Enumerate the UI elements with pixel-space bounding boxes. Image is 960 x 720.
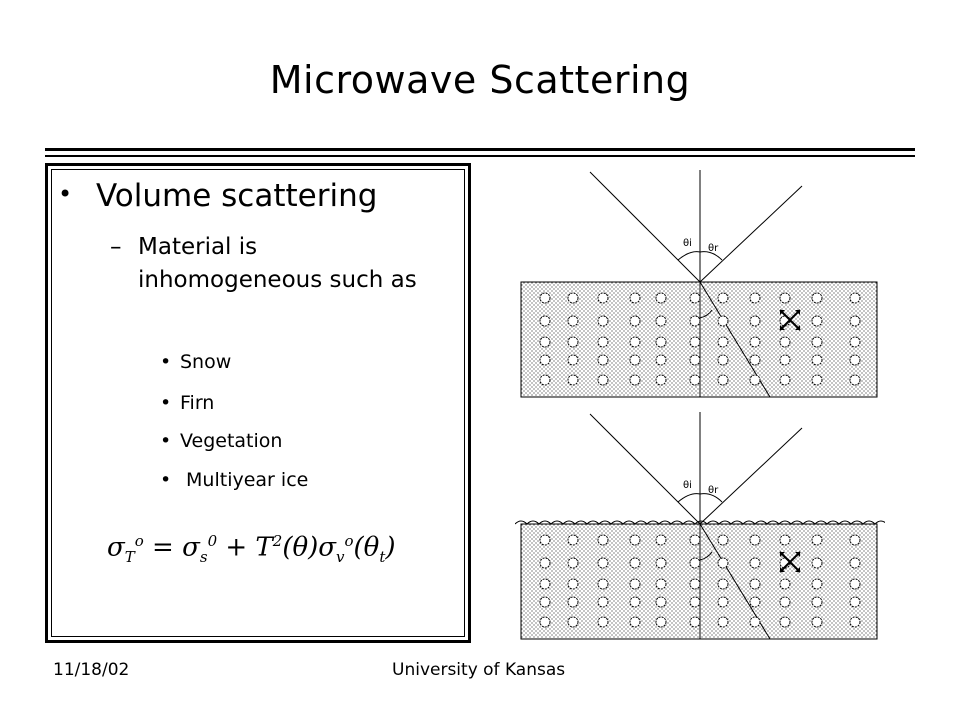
scatterer-particle (568, 579, 578, 589)
title-divider-bottom (45, 155, 915, 157)
scatterer-particle (812, 579, 822, 589)
scatterer-particle (630, 535, 640, 545)
scatterer-particle (540, 617, 550, 627)
scatterer-particle (568, 316, 578, 326)
scatterer-particle (568, 293, 578, 303)
scatterer-particle (718, 293, 728, 303)
scatterer-particle (656, 617, 666, 627)
scatterer-particle (690, 558, 700, 568)
slide-title: Microwave Scattering (269, 58, 691, 102)
scatterer-particle (656, 316, 666, 326)
incident-ray (590, 172, 700, 282)
scatterer-particle (540, 597, 550, 607)
scatterer-particle (690, 337, 700, 347)
scatterer-particle (718, 375, 728, 385)
bullet-dot-icon: • (160, 469, 172, 491)
scatterer-particle (750, 293, 760, 303)
scatterer-particle (630, 579, 640, 589)
scatterer-particle (630, 293, 640, 303)
angle-arc-incident (678, 252, 700, 260)
scatterer-particle (850, 597, 860, 607)
scatterer-particle (780, 535, 790, 545)
scatterer-particle (656, 337, 666, 347)
scatterer-particle (718, 558, 728, 568)
scatterer-particle (568, 597, 578, 607)
scatterer-particle (780, 337, 790, 347)
angle-label-reflected-bottom: θr (708, 485, 719, 496)
bullet-dot-icon: • (160, 430, 172, 452)
scatterer-particle (568, 337, 578, 347)
scatterer-particle (750, 579, 760, 589)
scatterer-particle (850, 355, 860, 365)
scatterer-particle (690, 617, 700, 627)
scatterer-particle (780, 617, 790, 627)
bullet-dot-icon: • (58, 180, 73, 208)
scatterer-particle (780, 375, 790, 385)
scatterer-particle (780, 579, 790, 589)
scatterer-particle (568, 355, 578, 365)
scatterer-particle (690, 597, 700, 607)
scatterer-particle (690, 535, 700, 545)
scatterer-particle (656, 375, 666, 385)
scatterer-particle (630, 597, 640, 607)
scatterer-particle (750, 316, 760, 326)
scatterer-particle (630, 316, 640, 326)
scatterer-particle (850, 535, 860, 545)
scatterer-particle (812, 558, 822, 568)
scatterer-particle (598, 597, 608, 607)
angle-label-incident-bottom: θi (683, 480, 692, 491)
scatterer-particle (568, 375, 578, 385)
scatterer-particle (598, 617, 608, 627)
incident-ray (590, 414, 700, 524)
scatterer-particle (630, 617, 640, 627)
scatterer-particle (718, 535, 728, 545)
angle-arc-incident (678, 494, 700, 502)
scatterer-particle (750, 597, 760, 607)
scatterer-particle (812, 316, 822, 326)
scatterer-particle (812, 337, 822, 347)
scatterer-particle (690, 316, 700, 326)
scatterer-particle (718, 355, 728, 365)
scatterer-particle (630, 355, 640, 365)
scatterer-particle (568, 558, 578, 568)
scatterer-particle (850, 617, 860, 627)
dash-icon: – (110, 234, 122, 260)
scatterer-particle (850, 337, 860, 347)
scatterer-particle (718, 597, 728, 607)
scatterer-particle (598, 579, 608, 589)
scatterer-particle (812, 375, 822, 385)
scatterer-particle (812, 293, 822, 303)
scatterer-particle (780, 293, 790, 303)
scatterer-particle (812, 617, 822, 627)
scatterer-particle (750, 617, 760, 627)
scatterer-particle (540, 375, 550, 385)
scatterer-particle (780, 355, 790, 365)
reflected-ray (700, 186, 802, 282)
bullet-dot-icon: • (160, 351, 172, 373)
scatterer-particle (598, 558, 608, 568)
scatterer-particle (850, 293, 860, 303)
scatterer-particle (656, 579, 666, 589)
scatterer-particle (656, 293, 666, 303)
scatterer-particle (540, 355, 550, 365)
sub-bullet-text: Material is inhomogeneous such as (138, 234, 417, 293)
scatterer-particle (540, 316, 550, 326)
angle-label-incident-top: θi (683, 238, 692, 249)
scatterer-particle (718, 579, 728, 589)
scatterer-particle (718, 316, 728, 326)
scatterer-particle (812, 597, 822, 607)
scatterer-particle (630, 375, 640, 385)
angle-label-reflected-top: θr (708, 243, 719, 254)
scatterer-particle (598, 337, 608, 347)
reflected-ray (700, 428, 802, 524)
scatterer-particle (850, 558, 860, 568)
scatterer-particle (598, 375, 608, 385)
scatterer-particle (598, 316, 608, 326)
scatterer-particle (690, 293, 700, 303)
scatterer-particle (750, 375, 760, 385)
scatterer-particle (690, 375, 700, 385)
scatterer-particle (598, 535, 608, 545)
scatterer-particle (850, 579, 860, 589)
bullet-dot-icon: • (160, 392, 172, 414)
scatterer-particle (568, 535, 578, 545)
volume-scattering-diagram (515, 170, 885, 640)
scatterer-particle (718, 337, 728, 347)
scatterer-particle (850, 316, 860, 326)
scatterer-particle (750, 337, 760, 347)
scatterer-particle (540, 293, 550, 303)
scatterer-particle (540, 579, 550, 589)
scatterer-particle (598, 355, 608, 365)
scatterer-particle (812, 355, 822, 365)
scatterer-particle (850, 375, 860, 385)
scatterer-particle (540, 337, 550, 347)
scatterer-particle (690, 355, 700, 365)
scatterer-particle (656, 355, 666, 365)
scatterer-particle (656, 535, 666, 545)
bullet-main-text: Volume scattering (96, 178, 378, 214)
title-divider-top (45, 148, 915, 151)
scatterer-particle (656, 558, 666, 568)
footer-organization: University of Kansas (392, 660, 566, 680)
scatterer-particle (568, 617, 578, 627)
scatterer-particle (750, 558, 760, 568)
scatterer-particle (540, 558, 550, 568)
scatterer-particle (690, 579, 700, 589)
scatterer-particle (780, 597, 790, 607)
scatterer-particle (718, 617, 728, 627)
footer-date: 11/18/02 (53, 660, 130, 680)
scatterer-particle (630, 558, 640, 568)
scatterer-particle (812, 535, 822, 545)
scatterer-particle (750, 535, 760, 545)
scatterer-particle (750, 355, 760, 365)
scatterer-particle (656, 597, 666, 607)
scatterer-particle (540, 535, 550, 545)
scattering-equation: $\sigma_T^o = \sigma_s^0 + T^2(\theta)\sigma_v^o(\theta_t)$ (107, 532, 396, 566)
scatterer-particle (630, 337, 640, 347)
scatterer-particle (598, 293, 608, 303)
